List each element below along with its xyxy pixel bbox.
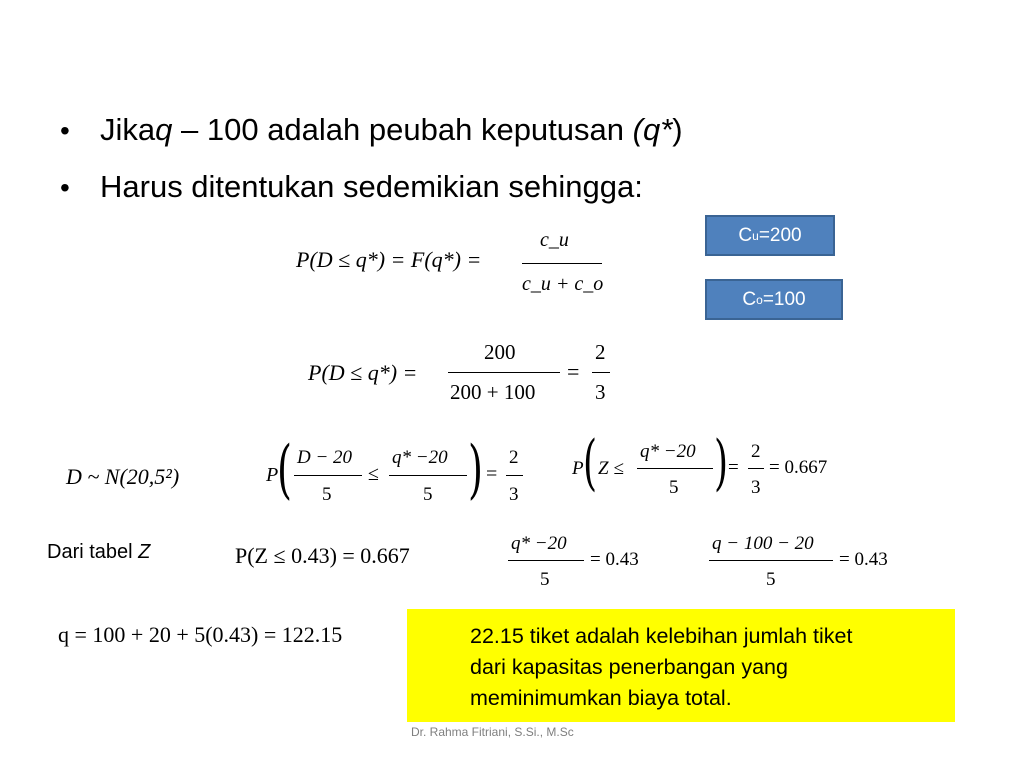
bullet-1-suffix: ) <box>672 112 683 147</box>
bullet-list <box>60 102 683 216</box>
footer-author: Dr. Rahma Fitriani, S.Si., M.Sc <box>411 725 574 739</box>
eq4-z: Z ≤ <box>598 458 624 479</box>
eq3-bar2 <box>389 475 467 476</box>
eq3-num2: q* −20 <box>392 447 448 468</box>
bullet-icon: • <box>60 172 70 203</box>
eq4-right-paren: ) <box>714 428 729 498</box>
eq3-result-num: 2 <box>509 447 519 468</box>
eq3-den1: 5 <box>322 484 332 505</box>
eq3-p: P <box>266 464 279 486</box>
bullet-item-1 <box>60 102 683 159</box>
eq4-result-bar <box>748 468 764 469</box>
eq3-result-den: 3 <box>509 484 519 505</box>
bullet-1-middle: – 100 adalah peubah keputusan <box>172 112 633 147</box>
eq2-result-bar <box>592 372 610 373</box>
eq1-numerator: c_u <box>540 229 569 251</box>
eq2-result-numerator: 2 <box>595 340 606 364</box>
eq6-den: 5 <box>540 569 550 590</box>
eq2-equals: = <box>567 359 580 384</box>
eq2-lhs: P(D ≤ q*) = <box>308 360 418 385</box>
co-badge <box>705 279 843 320</box>
equation-8: q = 100 + 20 + 5(0.43) = 122.15 <box>58 622 343 647</box>
eq1-denominator: c_u + c_o <box>522 273 604 295</box>
eq3-le: ≤ <box>368 463 379 485</box>
note-line-3: meminimumkan biaya total. <box>470 686 732 710</box>
eq4-den: 5 <box>669 477 679 498</box>
distribution: D ~ N(20,5²) <box>66 464 180 489</box>
bullet-1-var: q <box>155 112 173 147</box>
eq4-p: P <box>572 458 584 479</box>
eq6-result: = 0.43 <box>590 549 639 570</box>
eq1-fraction-bar <box>522 263 602 264</box>
eq6-num: q* −20 <box>511 533 567 554</box>
table-label-text: Dari tabel <box>47 541 139 563</box>
eq7-bar <box>709 560 833 561</box>
eq3-den2: 5 <box>423 484 433 505</box>
eq3-bar1 <box>294 475 362 476</box>
bullet-2-text: Harus ditentukan sedemikian sehingga: <box>100 169 643 204</box>
eq4-result-num: 2 <box>751 441 761 462</box>
eq3-left-paren: ( <box>277 433 292 507</box>
eq1-lhs: P(D ≤ q*) = F(q*) = <box>296 247 482 272</box>
bullet-1-prefix: Jika <box>100 112 156 147</box>
eq2-result-denominator: 3 <box>595 380 606 404</box>
table-label-var: Z <box>138 541 151 563</box>
note-line-1: 22.15 tiket adalah kelebihan jumlah tiket <box>470 624 853 648</box>
co-base: C <box>742 288 757 310</box>
eq6-bar <box>508 560 584 561</box>
eq4-num: q* −20 <box>640 441 696 462</box>
bullet-item-2 <box>60 159 683 216</box>
eq2-numerator: 200 <box>484 340 516 364</box>
cu-badge <box>705 215 835 256</box>
cu-base: C <box>738 224 753 246</box>
eq4-result: = 0.667 <box>769 457 828 478</box>
co-sub: o <box>756 292 763 307</box>
eq4-result-den: 3 <box>751 477 761 498</box>
eq2-fraction-bar <box>448 372 560 373</box>
eq7-result: = 0.43 <box>839 549 888 570</box>
bullet-1-var2: (q* <box>632 112 673 147</box>
cu-value: =200 <box>758 224 802 246</box>
eq3-right-paren: ) <box>468 433 483 507</box>
eq3-result-bar <box>506 475 523 476</box>
eq4-left-paren: ( <box>583 428 598 498</box>
equation-5: P(Z ≤ 0.43) = 0.667 <box>235 543 410 568</box>
eq4-equals: = <box>728 457 739 478</box>
table-label <box>47 541 150 564</box>
eq3-equals: = <box>486 463 498 485</box>
eq7-den: 5 <box>766 569 776 590</box>
eq4-bar <box>637 468 713 469</box>
note-line-2: dari kapasitas penerbangan yang <box>470 655 788 679</box>
co-value: =100 <box>762 288 806 310</box>
eq7-num: q − 100 − 20 <box>712 533 814 554</box>
bullet-icon: • <box>60 115 70 146</box>
highlight-note <box>407 609 955 722</box>
eq2-denominator: 200 + 100 <box>450 380 536 404</box>
cu-sub: u <box>752 228 759 243</box>
eq3-num1: D − 20 <box>297 447 353 468</box>
